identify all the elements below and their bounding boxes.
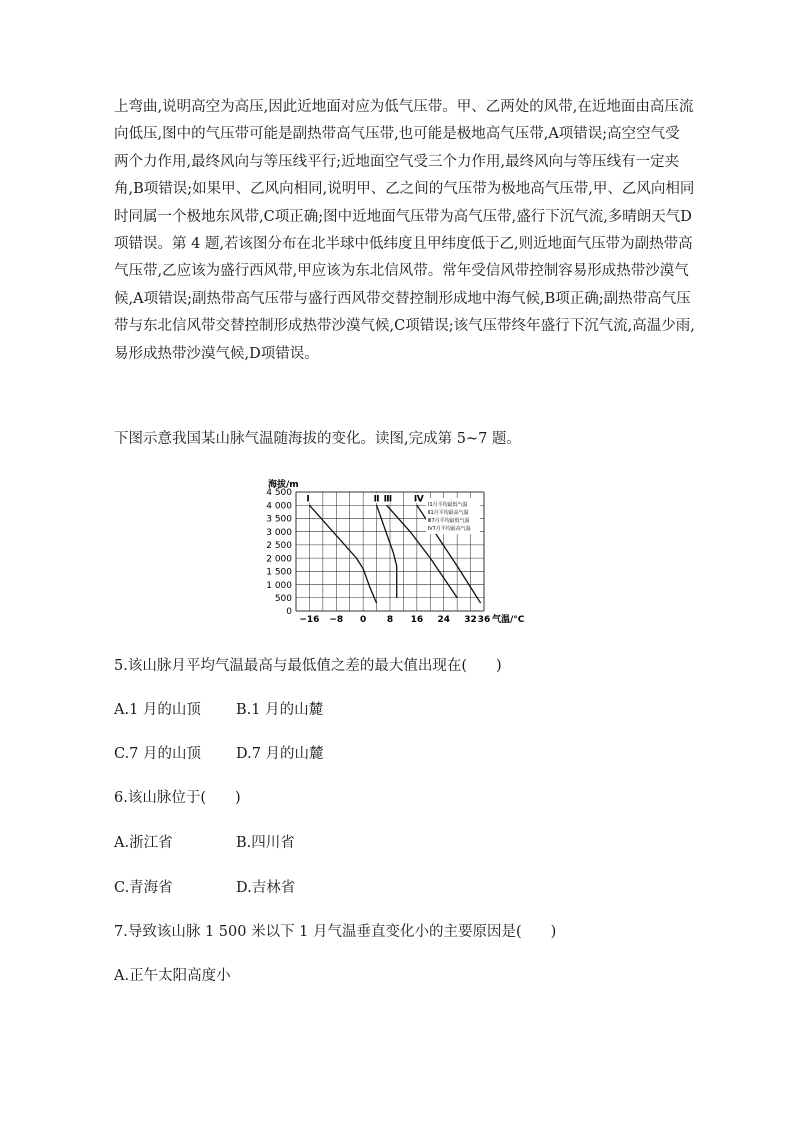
series-label: Ⅱ: [373, 494, 380, 505]
legend-item: Ⅱ1月平均最高气温: [428, 510, 469, 516]
question-5-option-b[interactable]: B.1 月的山麓: [236, 702, 324, 718]
explanation-line: 上弯曲,说明高空为高压,因此近地面对应为低气压带。甲、乙两处的风带,在近地面由高压流: [114, 99, 694, 115]
question-6-option-c[interactable]: C.青海省: [114, 880, 173, 896]
x-tick-label: −16: [299, 615, 320, 625]
legend-item: Ⅲ7月平均最低气温: [428, 518, 470, 524]
legend-item: Ⅳ7月平均最高气温: [428, 526, 471, 532]
question-7-option-a[interactable]: A.正午太阳高度小: [114, 968, 231, 984]
explanation-line: 两个力作用,最终风向与等压线平行;近地面空气受三个力作用,最终风向与等压线有一定夹: [114, 153, 680, 170]
x-tick-label: 32: [464, 615, 477, 625]
chart-legend: [426, 498, 480, 534]
explanation-line: 易形成热带沙漠气候,D项错误。: [114, 345, 319, 362]
question-5-stem: 5.该山脉月平均气温最高与最低值之差的最大值出现在( ): [114, 658, 502, 674]
question-6-option-b[interactable]: B.四川省: [236, 835, 295, 851]
question-5-option-d[interactable]: D.7 月的山麓: [236, 746, 324, 762]
x-tick-label: 36: [477, 615, 491, 625]
question-7-stem: 7.导致该山脉 1 500 米以下 1 月气温垂直变化小的主要原因是( ): [114, 924, 557, 940]
y-tick-label: 0: [286, 607, 292, 618]
y-tick-label: 500: [274, 593, 292, 604]
series-label: Ⅲ: [383, 494, 393, 505]
series-line-2: [377, 505, 397, 598]
explanation-line: 气压带,乙应该为盛行西风带,甲应该为东北信风带。常年受信风带控制容易形成热带沙漠气: [114, 263, 689, 280]
series-label: Ⅳ: [413, 494, 424, 505]
x-tick-label: 16: [410, 615, 424, 625]
series-label: Ⅰ: [306, 494, 310, 505]
answer-explanation: [114, 94, 695, 368]
question-5-option-c[interactable]: C.7 月的山顶: [114, 746, 202, 762]
y-tick-label: 4 000: [266, 501, 292, 512]
question-6-stem: 6.该山脉位于( ): [114, 790, 241, 806]
explanation-line: 带与东北信风带交替控制形成热带沙漠气候,C项错误;该气压带终年盛行下沉气流,高温少雨,: [114, 318, 695, 335]
x-axis-title: 气温/°C: [492, 615, 525, 625]
y-tick-label: 1 000: [266, 580, 292, 591]
y-tick-label: 1 500: [266, 567, 292, 578]
y-tick-label: 4 500: [266, 488, 292, 499]
explanation-line: 角,B项错误;如果甲、乙风向相同,说明甲、乙之间的气压带为极地高气压带,甲、乙风向相同: [114, 181, 695, 198]
y-tick-label: 2 500: [266, 541, 292, 552]
question-6-option-d[interactable]: D.吉林省: [236, 880, 296, 896]
explanation-line: 时同属一个极地东风带,C项正确;图中近地面气压带为高气压带,盛行下沉气流,多晴朗天气D: [114, 208, 692, 225]
x-tick-labels: [299, 615, 490, 625]
explanation-line: 项错误。第 4 题,若该图分布在北半球中低纬度且甲纬度低于乙,则近地面气压带为副热带高: [114, 236, 693, 253]
y-tick-label: 3 500: [266, 514, 292, 525]
series-line-1: [309, 505, 376, 603]
temperature-altitude-chart: [262, 476, 534, 628]
series-labels: [305, 493, 424, 505]
intro-text: 下图示意我国某山脉气温随海拔的变化。读图,完成第 5~7 题。: [114, 431, 521, 447]
x-tick-label: 24: [437, 615, 450, 625]
explanation-line: 向低压,图中的气压带可能是副热带高气压带,也可能是极地高气压带,A项错误;高空空气受: [114, 126, 680, 143]
question-5-option-a[interactable]: A.1 月的山顶: [114, 702, 201, 718]
y-tick-label: 3 000: [266, 527, 292, 538]
y-tick-labels: [266, 488, 292, 617]
x-tick-label: 8: [386, 615, 394, 625]
x-tick-label: 0: [360, 615, 367, 625]
x-tick-label: −8: [329, 615, 344, 625]
y-axis-title: 海拔/m: [268, 480, 299, 490]
explanation-line: 候,A项错误;副热带高气压带与盛行西风带交替控制形成地中海气候,B项正确;副热带高气压: [114, 290, 691, 307]
legend-item: Ⅰ1月平均最低气温: [428, 502, 468, 508]
question-6-option-a[interactable]: A.浙江省: [114, 835, 173, 851]
y-tick-label: 2 000: [266, 554, 292, 565]
